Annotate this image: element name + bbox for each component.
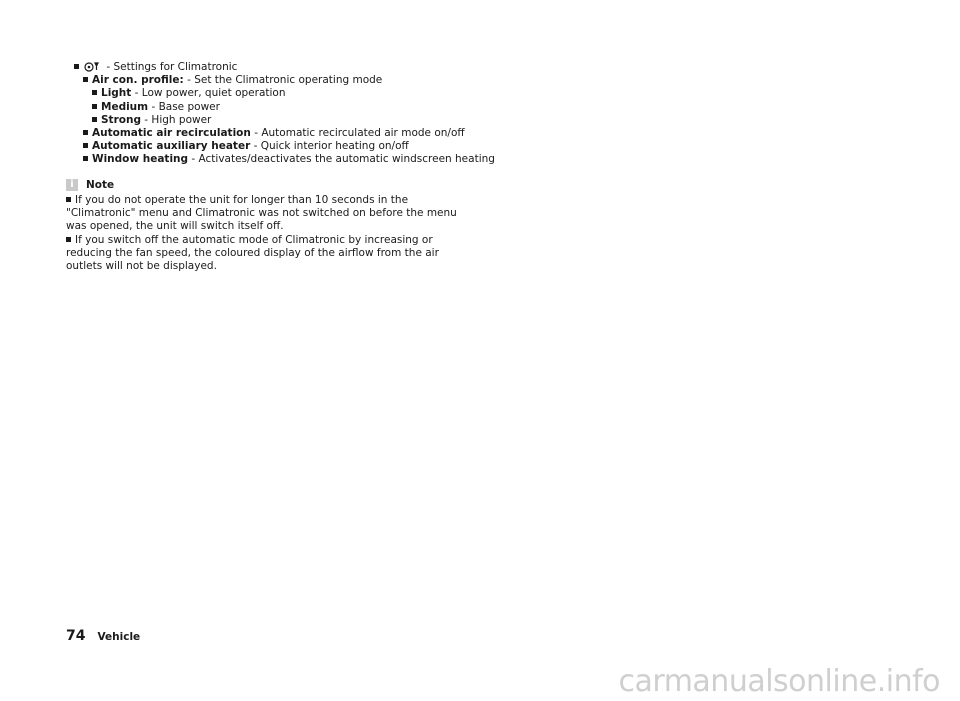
item-title: Air con. profile: <box>92 74 184 87</box>
page-number: 74 <box>66 628 86 644</box>
info-icon: i <box>66 179 78 191</box>
note-body <box>66 194 476 273</box>
section-title: Vehicle <box>97 631 141 643</box>
bullet <box>83 130 88 135</box>
climatronic-settings-list <box>74 61 494 167</box>
item-title: Medium <box>101 100 149 113</box>
list-item-window-heating <box>74 153 494 166</box>
bullet <box>66 237 71 242</box>
note-text: If you switch off the automatic mode of Climatronic by increasing or reducing the fan speed, the coloured display of the airflow from the air outlets will not be displayed. <box>66 233 439 273</box>
item-desc: - Automatic recirculated air mode on/off <box>250 126 465 139</box>
item-title: Light <box>101 87 132 100</box>
bullet <box>83 77 88 82</box>
list-item-medium <box>74 101 494 114</box>
item-desc: - Low power, quiet operation <box>131 87 286 100</box>
list-item-light <box>74 87 494 100</box>
item-title: Window heating <box>92 153 189 166</box>
bullet <box>66 197 71 202</box>
item-desc: - Base power <box>148 100 220 113</box>
page-footer <box>66 628 140 644</box>
item-title: Automatic air recirculation <box>92 126 251 139</box>
item-title: Automatic auxiliary heater <box>92 140 251 153</box>
item-title: Strong <box>101 113 141 126</box>
list-item-strong <box>74 114 494 127</box>
list-item-air-con-profile <box>74 74 494 87</box>
bullet <box>92 104 97 109</box>
bullet <box>83 143 88 148</box>
note-title: Note <box>86 179 115 191</box>
item-desc: - Set the Climatronic operating mode <box>183 74 383 87</box>
list-item-air-recirculation <box>74 127 494 140</box>
item-desc: - Activates/deactivates the automatic windscreen heating <box>188 153 495 166</box>
bullet <box>92 117 97 122</box>
settings-header <box>74 61 494 74</box>
item-desc: - High power <box>140 113 212 126</box>
item-desc: - Quick interior heating on/off <box>250 140 409 153</box>
watermark: carmanualsonline.info <box>618 664 940 699</box>
note-paragraph <box>66 234 476 274</box>
bullet <box>83 156 88 161</box>
note-text: If you do not operate the unit for longer than 10 seconds in the "Climatronic" menu and Climatronic was not switched on before the menu was opened, the unit will switch itself off. <box>66 194 457 233</box>
settings-header-text: - Settings for Climatronic <box>103 61 238 73</box>
note-paragraph <box>66 194 476 234</box>
bullet <box>74 64 79 69</box>
bullet <box>92 90 97 95</box>
list-item-auxiliary-heater <box>74 140 494 153</box>
note-header <box>66 178 114 192</box>
